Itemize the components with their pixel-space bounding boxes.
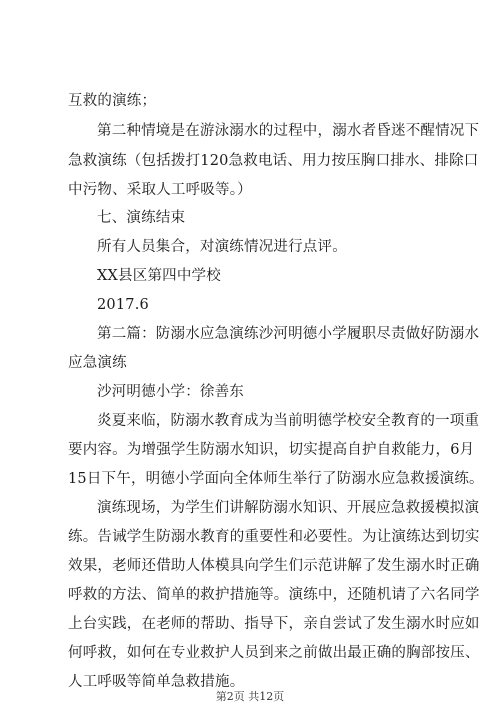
chapter-title-cont: 应急演练 — [68, 355, 127, 371]
page-number: 第2页 共12页 — [215, 690, 285, 703]
text-line: 15日下午，明德小学面向全体师生举行了防溺水应急救援演练。 — [68, 471, 484, 487]
section-heading: 七、演练结束 — [97, 210, 186, 226]
text-line: 人工呼吸等简单急救措施。 — [68, 674, 245, 690]
text-line: 演练现场，为学生们讲解防溺水知识、开展应急救援模拟演 — [97, 500, 480, 516]
text-line: 所有人员集合，对演练情况进行点评。 — [97, 239, 347, 255]
text-line: 中污物、采取人工呼吸等。） — [68, 182, 252, 198]
text-line: 要内容。为增强学生防溺水知识，切实提高自护自救能力，6月 — [68, 442, 475, 458]
text-line: 呼救的方法、简单的救护措施等。演练中，还随机请了六名同学 — [68, 587, 480, 603]
text-line: 上台实践，在老师的帮助、指导下，亲自尝试了发生溺水时应如 — [68, 616, 480, 632]
date-line: 2017.6 — [97, 297, 149, 313]
text-line: 练。告诫学生防溺水教育的重要性和必要性。为让演练达到切实 — [68, 529, 480, 545]
text-line: 效果，老师还借助人体模具向学生们示范讲解了发生溺水时正确 — [68, 558, 480, 574]
text-line: 急救演练（包括拨打120急救电话、用力按压胸口排水、排除口 — [68, 153, 479, 169]
text-line: 互救的演练； — [68, 93, 157, 109]
text-line: 何呼救，如何在专业救护人员到来之前做出最正确的胸部按压、 — [68, 645, 480, 661]
chapter-title: 第二篇：防溺水应急演练沙河明德小学履职尽责做好防溺水 — [97, 326, 480, 342]
school-name: XX县区第四中学校 — [97, 268, 221, 284]
author-line: 沙河明德小学：徐善东 — [97, 384, 244, 400]
text-line: 炎夏来临，防溺水教育成为当前明德学校安全教育的一项重 — [97, 413, 480, 429]
text-line: 第二种情境是在游泳溺水的过程中，溺水者昏迷不醒情况下 — [97, 123, 480, 139]
